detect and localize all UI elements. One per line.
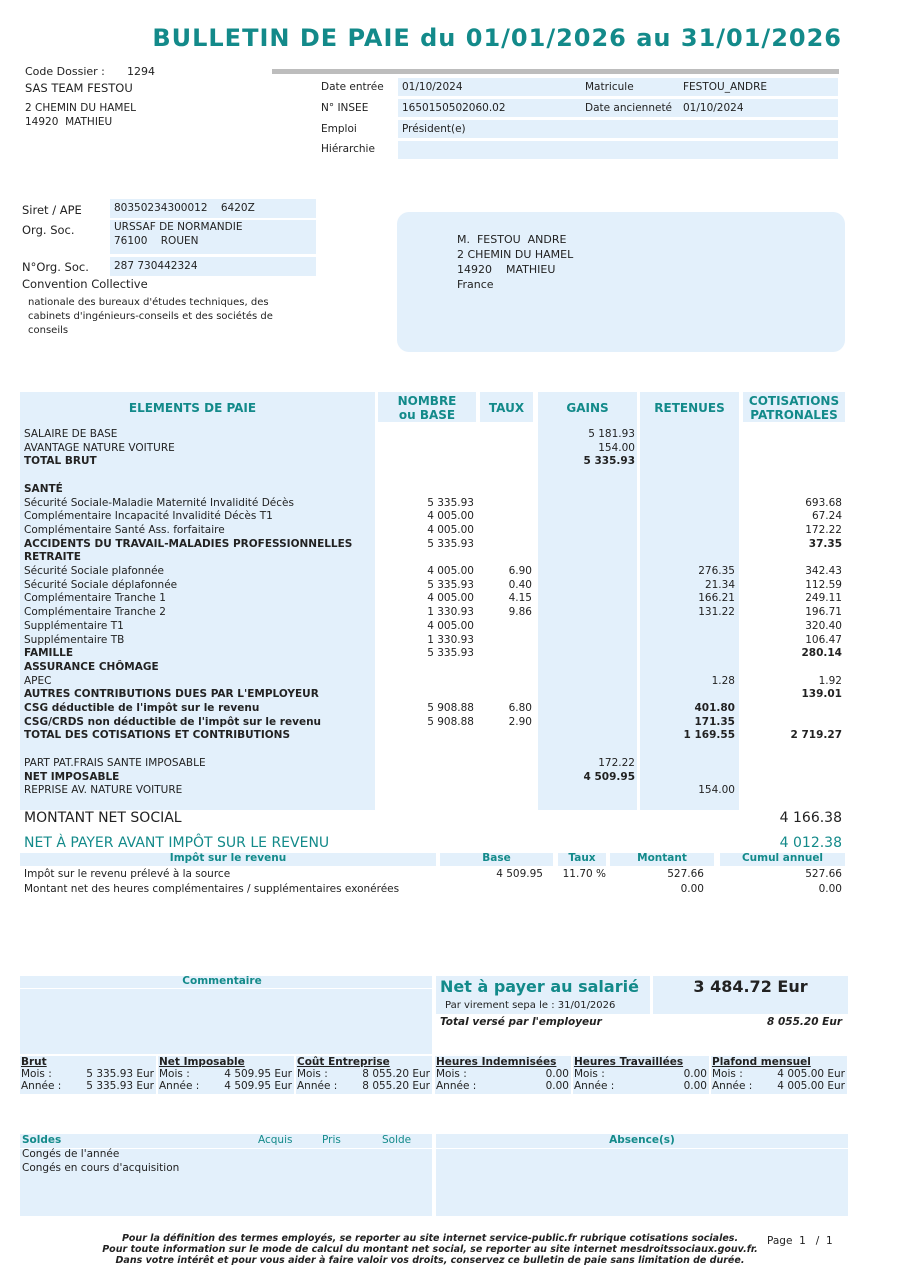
page-number: Page 1 / 1: [767, 1235, 833, 1247]
summary-annee: 8 055.20 Eur: [362, 1080, 430, 1092]
impot-row1-taux: 11.70 %: [562, 868, 606, 880]
row-cotisations: 693.68: [805, 496, 842, 509]
row-base: 1 330.93: [427, 606, 474, 619]
net-avant-impot-value: 4 012.38: [779, 835, 842, 851]
row-label: CSG/CRDS non déductible de l'impôt sur le revenu: [24, 715, 322, 728]
summary-title: Heures Indemnisées: [436, 1056, 557, 1068]
impot-header-label: Impôt sur le revenu: [169, 852, 287, 864]
summary-annee: 5 335.93 Eur: [86, 1080, 154, 1092]
footer-line3: Dans votre intérêt et pour vous aider à faire valoir vos droits, conservez ce bulletin de paie sans limitation de durée.: [115, 1255, 745, 1266]
absence-box: [436, 1134, 848, 1216]
impot-header-cumul: Cumul annuel: [741, 852, 824, 864]
summary-mois-label: Mois :: [21, 1068, 52, 1080]
row-cotisations: 249.11: [805, 592, 842, 605]
row-label: AVANTAGE NATURE VOITURE: [24, 441, 175, 454]
row-label: TOTAL BRUT: [24, 455, 97, 468]
hierarchie-label: Hiérarchie: [321, 143, 375, 155]
row-cotisations: 1.92: [818, 674, 842, 687]
row-label: NET IMPOSABLE: [24, 770, 120, 783]
impot-header-taux: Taux: [568, 852, 596, 864]
recipient-line3: 14920 MATHIEU: [457, 263, 556, 276]
soldes-pris: Pris: [322, 1134, 341, 1146]
code-dossier: 1294: [127, 65, 155, 78]
impot-row1-base: 4 509.95: [496, 868, 543, 880]
matricule-label: Matricule: [585, 81, 634, 93]
summary-annee-label: Année :: [574, 1080, 615, 1092]
soldes-acquis: Acquis: [258, 1134, 293, 1146]
row-cotisations: 320.40: [805, 619, 842, 632]
impot-header-montant: Montant: [637, 852, 687, 864]
row-label: PART PAT.FRAIS SANTE IMPOSABLE: [24, 756, 206, 769]
row-base: 5 335.93: [427, 647, 474, 660]
row-taux: 6.80: [508, 702, 532, 714]
summary-title: Heures Travaillées: [574, 1056, 684, 1068]
matricule: FESTOU_ANDRE: [683, 81, 768, 93]
summary-annee-label: Année :: [436, 1080, 477, 1092]
row-label: RETRAITE: [24, 551, 81, 564]
summary-mois: 4 509.95 Eur: [224, 1068, 292, 1080]
summary-annee-label: Année :: [21, 1080, 62, 1092]
row-retenues: 171.35: [694, 715, 735, 728]
row-base: 4 005.00: [427, 510, 474, 523]
footer-line2: Pour toute information sur le mode de calcul du montant net social, se reporter au site internet mesdroitssociaux.gouv.fr.: [102, 1244, 758, 1255]
code-dossier-label: Code Dossier :: [25, 65, 105, 78]
soldes-solde: Solde: [382, 1134, 412, 1146]
summary-title: Coût Entreprise: [297, 1056, 390, 1068]
row-label: REPRISE AV. NATURE VOITURE: [24, 784, 183, 797]
soldes-box: [20, 1134, 432, 1216]
absence-divider: [436, 1148, 848, 1149]
row-retenues: 21.34: [704, 578, 735, 591]
net-salarie-label: Net à payer au salarié: [440, 977, 639, 996]
summary-mois-label: Mois :: [574, 1068, 605, 1080]
net-salarie-value: 3 484.72 Eur: [693, 977, 808, 996]
row-label: Sécurité Sociale plafonnée: [24, 565, 164, 577]
summary-title: Net Imposable: [159, 1056, 245, 1068]
info-row-bg: [398, 141, 838, 159]
impot-header-base: Base: [482, 852, 511, 864]
summary-annee: 0.00: [683, 1080, 707, 1092]
recipient-line2: 2 CHEMIN DU HAMEL: [457, 248, 574, 261]
row-label: SALAIRE DE BASE: [24, 428, 118, 440]
row-cotisations: 2 719.27: [790, 729, 842, 742]
row-retenues: 166.21: [698, 592, 735, 605]
summary-title: Plafond mensuel: [712, 1056, 811, 1068]
payslip-title: BULLETIN DE PAIE du 01/01/2026 au 31/01/2026: [152, 24, 842, 52]
summary-mois-label: Mois :: [159, 1068, 190, 1080]
row-label: Sécurité Sociale-Maladie Maternité Invalidité Décès: [24, 496, 294, 509]
row-cotisations: 196.71: [805, 606, 842, 619]
summary-annee: 0.00: [545, 1080, 569, 1092]
row-cotisations: 280.14: [801, 647, 842, 660]
insee-label: N° INSEE: [321, 102, 369, 114]
impot-row1-label: Impôt sur le revenu prélevé à la source: [24, 868, 231, 880]
row-cotisations: 342.43: [805, 565, 842, 577]
siret: 80350234300012 6420Z: [114, 202, 255, 214]
impot-row2-cumul: 0.00: [818, 883, 842, 895]
header-taux: TAUX: [488, 401, 525, 415]
row-cotisations: 139.01: [801, 688, 842, 701]
row-taux: 4.15: [508, 592, 532, 605]
summary-mois: 8 055.20 Eur: [362, 1068, 430, 1080]
row-base: 4 005.00: [427, 565, 474, 577]
net-avant-impot-label: NET À PAYER AVANT IMPÔT SUR LE REVENU: [24, 835, 330, 851]
row-gains: 154.00: [598, 441, 635, 454]
row-label: ASSURANCE CHÔMAGE: [24, 660, 159, 673]
row-label: Complémentaire Santé Ass. forfaitaire: [24, 523, 225, 536]
impot-row2-label: Montant net des heures complémentaires / supplémentaires exonérées: [24, 883, 400, 895]
row-base: 5 335.93: [427, 578, 474, 591]
impot-row2-montant: 0.00: [680, 883, 704, 895]
impot-row1-montant: 527.66: [667, 868, 704, 880]
row-base: 5 335.93: [427, 496, 474, 509]
row-retenues: 131.22: [698, 606, 735, 619]
summary-mois: 4 005.00 Eur: [777, 1068, 845, 1080]
row-cotisations: 172.22: [805, 523, 842, 536]
total-employeur-value: 8 055.20 Eur: [767, 1016, 842, 1028]
row-taux: 9.86: [508, 606, 532, 619]
row-base: 4 005.00: [427, 619, 474, 632]
row-label: Supplémentaire TB: [24, 633, 125, 646]
net-salarie-virement: Par virement sepa le : 31/01/2026: [445, 1000, 616, 1011]
row-base: 4 005.00: [427, 523, 474, 536]
row-label: Complémentaire Tranche 2: [24, 606, 166, 619]
summary-mois-label: Mois :: [297, 1068, 328, 1080]
row-label: Supplémentaire T1: [24, 619, 124, 632]
org-line1: URSSAF DE NORMANDIE: [114, 221, 243, 233]
row-gains: 5 335.93: [583, 455, 635, 468]
row-label: TOTAL DES COTISATIONS ET CONTRIBUTIONS: [24, 729, 291, 742]
row-gains: 5 181.93: [588, 428, 635, 440]
row-label: SANTÉ: [24, 482, 63, 495]
row-cotisations: 37.35: [808, 537, 842, 550]
summary-mois: 0.00: [683, 1068, 707, 1080]
footer-line1: Pour la définition des termes employés, se reporter au site internet service-public.fr rubrique cotisations sociales.: [121, 1233, 739, 1244]
commentaire-label: Commentaire: [182, 975, 262, 987]
row-gains: 172.22: [598, 756, 635, 769]
row-gains: 4 509.95: [583, 770, 635, 783]
summary-annee-label: Année :: [297, 1080, 338, 1092]
recipient-line1: M. FESTOU ANDRE: [457, 233, 567, 246]
row-base: 1 330.93: [427, 633, 474, 646]
soldes-label: Soldes: [22, 1134, 62, 1146]
employer-address1: 2 CHEMIN DU HAMEL: [25, 102, 136, 114]
summary-annee-label: Année :: [159, 1080, 200, 1092]
commentaire-divider: [20, 988, 432, 989]
employer-address2: 14920 MATHIEU: [25, 116, 113, 128]
header-rule: [272, 69, 839, 74]
row-label: Complémentaire Tranche 1: [24, 592, 166, 605]
anciennete: 01/10/2024: [683, 102, 744, 114]
anciennete-label: Date ancienneté: [585, 102, 673, 114]
siret-label: Siret / APE: [22, 203, 82, 217]
row-taux: 2.90: [508, 715, 532, 728]
net-social-label: MONTANT NET SOCIAL: [24, 810, 182, 826]
employer-name: SAS TEAM FESTOU: [25, 81, 133, 95]
summary-annee-label: Année :: [712, 1080, 753, 1092]
recipient-line4: France: [457, 278, 494, 291]
row-cotisations: 112.59: [805, 578, 842, 591]
summary-mois-label: Mois :: [712, 1068, 743, 1080]
soldes-row1: Congés de l'année: [22, 1148, 120, 1160]
soldes-row2: Congés en cours d'acquisition: [22, 1162, 180, 1174]
norg: 287 730442324: [114, 260, 198, 272]
convention-text: nationale des bureaux d'études techniques, des cabinets d'ingénieurs-conseils et des sociétés de conseils: [28, 297, 273, 336]
row-cotisations: 67.24: [811, 510, 842, 523]
row-label: Complémentaire Incapacité Invalidité Décès T1: [24, 510, 273, 523]
header-elements: ELEMENTS DE PAIE: [128, 401, 257, 415]
org-line2: 76100 ROUEN: [114, 235, 199, 247]
row-base: 5 908.88: [427, 715, 474, 728]
row-base: 5 908.88: [427, 702, 474, 714]
row-label: ACCIDENTS DU TRAVAIL-MALADIES PROFESSIONNELLES: [24, 537, 353, 550]
row-base: 4 005.00: [427, 592, 474, 605]
summary-mois-label: Mois :: [436, 1068, 467, 1080]
row-retenues: 1 169.55: [683, 729, 735, 742]
row-label: APEC: [24, 674, 52, 687]
header-gains: GAINS: [566, 401, 609, 415]
insee: 1650150502060.02: [402, 102, 506, 114]
summary-title: Brut: [21, 1056, 47, 1068]
date-entree: 01/10/2024: [402, 81, 463, 93]
row-retenues: 401.80: [694, 702, 735, 714]
absence-label: Absence(s): [609, 1134, 675, 1146]
row-taux: 0.40: [508, 578, 532, 591]
row-label: AUTRES CONTRIBUTIONS DUES PAR L'EMPLOYEUR: [24, 688, 319, 701]
row-base: 5 335.93: [427, 537, 474, 550]
impot-row1-cumul: 527.66: [805, 868, 842, 880]
header-nombre: NOMBRE ou BASE: [397, 394, 457, 422]
row-retenues: 1.28: [711, 674, 735, 687]
header-retenues: RETENUES: [654, 401, 725, 415]
summary-annee: 4 005.00 Eur: [777, 1080, 845, 1092]
row-taux: 6.90: [508, 565, 532, 577]
row-label: Sécurité Sociale déplafonnée: [24, 578, 178, 591]
row-label: CSG déductible de l'impôt sur le revenu: [24, 702, 260, 714]
net-social-value: 4 166.38: [779, 810, 842, 826]
row-retenues: 276.35: [698, 565, 735, 577]
row-retenues: 154.00: [698, 784, 735, 797]
row-cotisations: 106.47: [805, 633, 842, 646]
summary-mois: 5 335.93 Eur: [86, 1068, 154, 1080]
emploi: Président(e): [402, 123, 466, 135]
total-employeur-label: Total versé par l'employeur: [440, 1016, 602, 1028]
header-cotisations: COTISATIONS PATRONALES: [748, 394, 840, 422]
emploi-label: Emploi: [321, 123, 357, 135]
date-entree-label: Date entrée: [321, 81, 384, 93]
summary-annee: 4 509.95 Eur: [224, 1080, 292, 1092]
row-label: FAMILLE: [24, 647, 74, 660]
norg-label: N°Org. Soc.: [22, 260, 89, 274]
convention-label: Convention Collective: [22, 277, 148, 291]
org-label: Org. Soc.: [22, 223, 75, 237]
summary-mois: 0.00: [545, 1068, 569, 1080]
